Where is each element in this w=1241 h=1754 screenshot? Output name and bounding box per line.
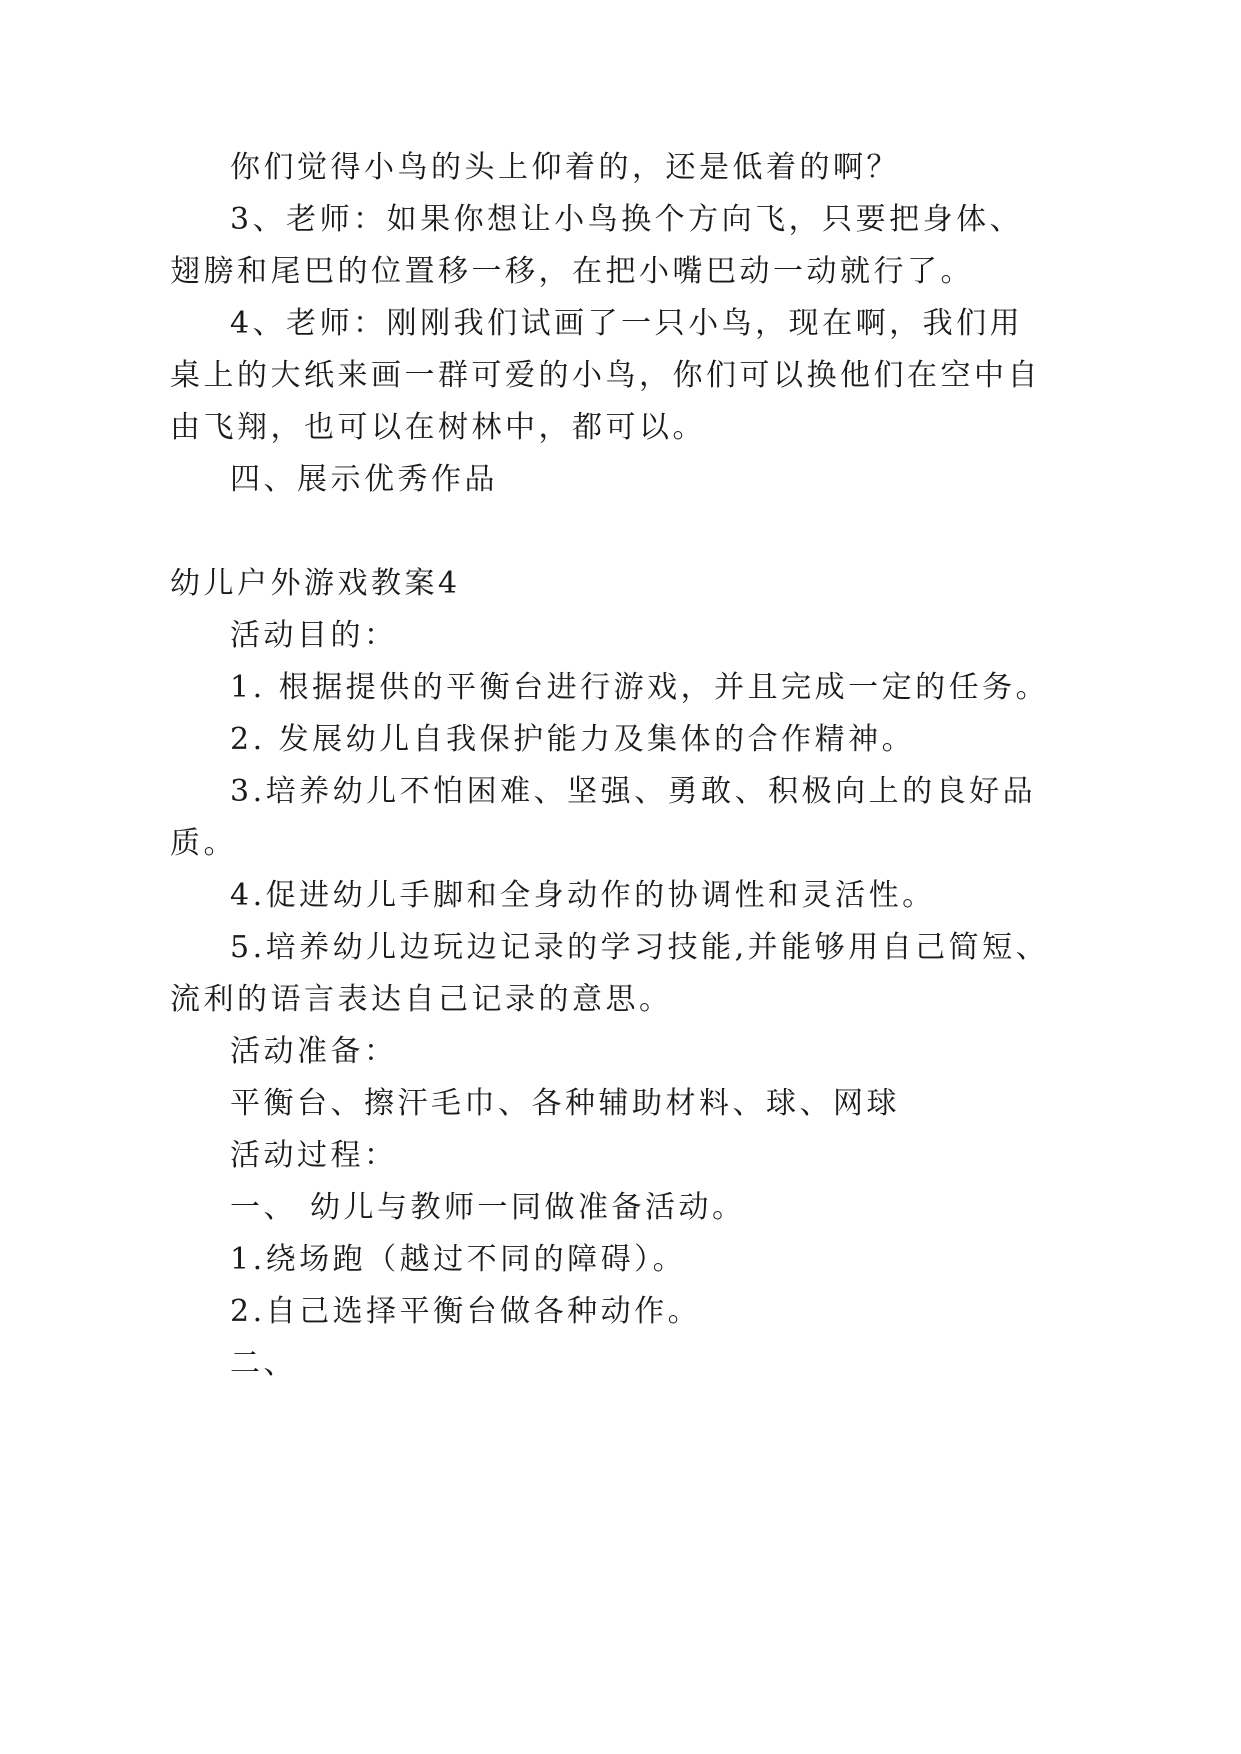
goal-item: 4.促进幼儿手脚和全身动作的协调性和灵活性。 <box>230 878 936 913</box>
paragraph-line: 翅膀和尾巴的位置移一移，在把小嘴巴动一动就行了。 <box>170 254 974 289</box>
paragraph-line: 你们觉得小鸟的头上仰着的，还是低着的啊？ <box>230 150 900 185</box>
process-heading: 活动过程： <box>230 1138 398 1173</box>
paragraph-line: 4、老师：刚刚我们试画了一只小鸟，现在啊，我们用 <box>230 306 1024 341</box>
goal-item: 1. 根据提供的平衡台进行游戏，并且完成一定的任务。 <box>230 670 1050 705</box>
paragraph-line: 桌上的大纸来画一群可爱的小鸟，你们可以换他们在空中自 <box>170 358 1041 393</box>
paragraph-line: 3、老师：如果你想让小鸟换个方向飞，只要把身体、 <box>230 202 1024 237</box>
step-item: 2.自己选择平衡台做各种动作。 <box>230 1294 702 1329</box>
goal-item: 5.培养幼儿边玩边记录的学习技能,并能够用自己简短、 <box>230 930 1050 965</box>
step-heading: 四、展示优秀作品 <box>230 462 498 497</box>
prep-items: 平衡台、擦汗毛巾、各种辅助材料、球、网球 <box>230 1086 900 1121</box>
step-item: 1.绕场跑（越过不同的障碍）。 <box>230 1242 687 1277</box>
step-heading: 一、 幼儿与教师一同做准备活动。 <box>230 1190 746 1225</box>
paragraph-line: 由飞翔，也可以在树林中，都可以。 <box>170 410 706 445</box>
goal-item: 质。 <box>170 826 237 861</box>
goals-heading: 活动目的： <box>230 618 398 653</box>
step-heading: 二、 <box>230 1346 297 1381</box>
section-title: 幼儿户外游戏教案4 <box>170 566 461 601</box>
goal-item: 3.培养幼儿不怕困难、坚强、勇敢、积极向上的良好品 <box>230 774 1037 809</box>
goal-item: 2. 发展幼儿自我保护能力及集体的合作精神。 <box>230 722 916 757</box>
prep-heading: 活动准备： <box>230 1034 398 1069</box>
goal-item: 流利的语言表达自己记录的意思。 <box>170 982 673 1017</box>
